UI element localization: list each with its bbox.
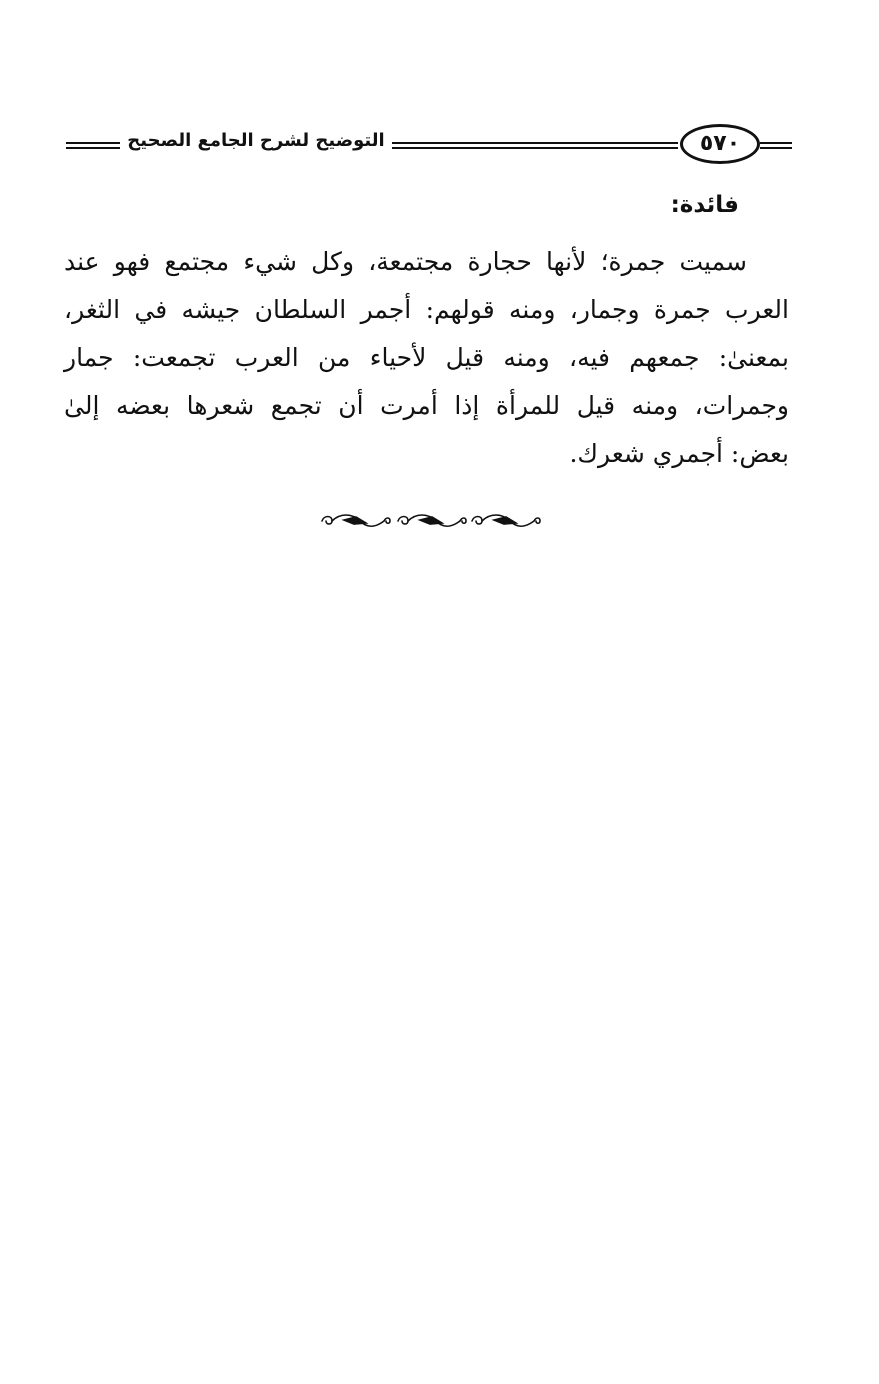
page-header [60,118,792,172]
paragraph-line: وجمرات، ومنه قيل للمرأة إذا أمرت أن تجمع شعرها بعضه إلىٰ [64,391,789,420]
header-rule-middle [392,142,678,149]
header-rule-left [66,142,120,149]
paragraph-line: بعض: أجمري شعرك. [569,439,789,468]
header-rule-right [760,142,792,149]
section-subheading: فائدة: [670,192,739,218]
running-title: التوضيح لشرح الجامع الصحيح [127,130,385,151]
body-paragraph [64,240,789,480]
section-end-ornament-icon [318,505,542,535]
paragraph-line: سميت جمرة؛ لأنها حجارة مجتمعة، وكل شيء مجتمع فهو عند [64,247,747,276]
paragraph-line: بمعنىٰ: جمعهم فيه، ومنه قيل لأحياء من العرب تجمعت: جمار [64,343,789,372]
page-number: ٥٧٠ [680,124,760,164]
paragraph-line: العرب جمرة وجمار، ومنه قولهم: أجمر السلطان جيشه في الثغر، [64,295,789,324]
